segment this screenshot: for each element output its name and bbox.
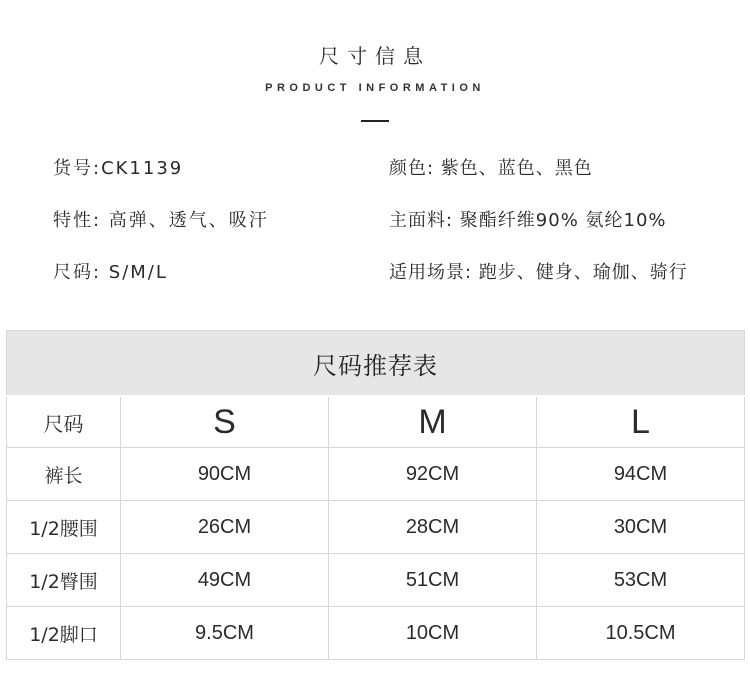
table-row [7,554,745,607]
table-cell: 53CM [537,554,745,607]
table-header-row [7,396,745,448]
table-row [7,501,745,554]
row-label: 1/2臀围 [7,554,121,607]
table-row [7,448,745,501]
row-label: 1/2腰围 [7,501,121,554]
header-cell-l: L [537,396,745,448]
section-title: 尺寸信息 [319,44,431,68]
row-label: 1/2脚口 [7,607,121,660]
table-cell: 94CM [537,448,745,501]
table-cell: 9.5CM [121,607,329,660]
table-cell: 10.5CM [537,607,745,660]
size-chart-table [6,330,745,660]
table-row [7,607,745,660]
features: 特性: 高弹、透气、吸汗 [53,210,269,231]
color-options: 颜色: 紫色、蓝色、黑色 [389,158,593,179]
main-material: 主面料: 聚酯纤维90% 氨纶10% [389,210,667,231]
title-divider [361,120,389,122]
item-number: 货号:CK1139 [53,158,184,179]
header-cell-size: 尺码 [7,396,121,448]
size-chart-title: 尺码推荐表 [7,331,745,397]
header-cell-m: M [329,396,537,448]
table-cell: 26CM [121,501,329,554]
usage-scenes: 适用场景: 跑步、健身、瑜伽、骑行 [389,262,688,283]
row-label: 裤长 [7,448,121,501]
section-subtitle: PRODUCT INFORMATION [265,82,485,94]
available-sizes: 尺码: S/M/L [53,262,168,283]
table-cell: 30CM [537,501,745,554]
table-cell: 49CM [121,554,329,607]
table-cell: 92CM [329,448,537,501]
table-cell: 51CM [329,554,537,607]
table-cell: 10CM [329,607,537,660]
header-cell-s: S [121,396,329,448]
table-cell: 28CM [329,501,537,554]
table-cell: 90CM [121,448,329,501]
